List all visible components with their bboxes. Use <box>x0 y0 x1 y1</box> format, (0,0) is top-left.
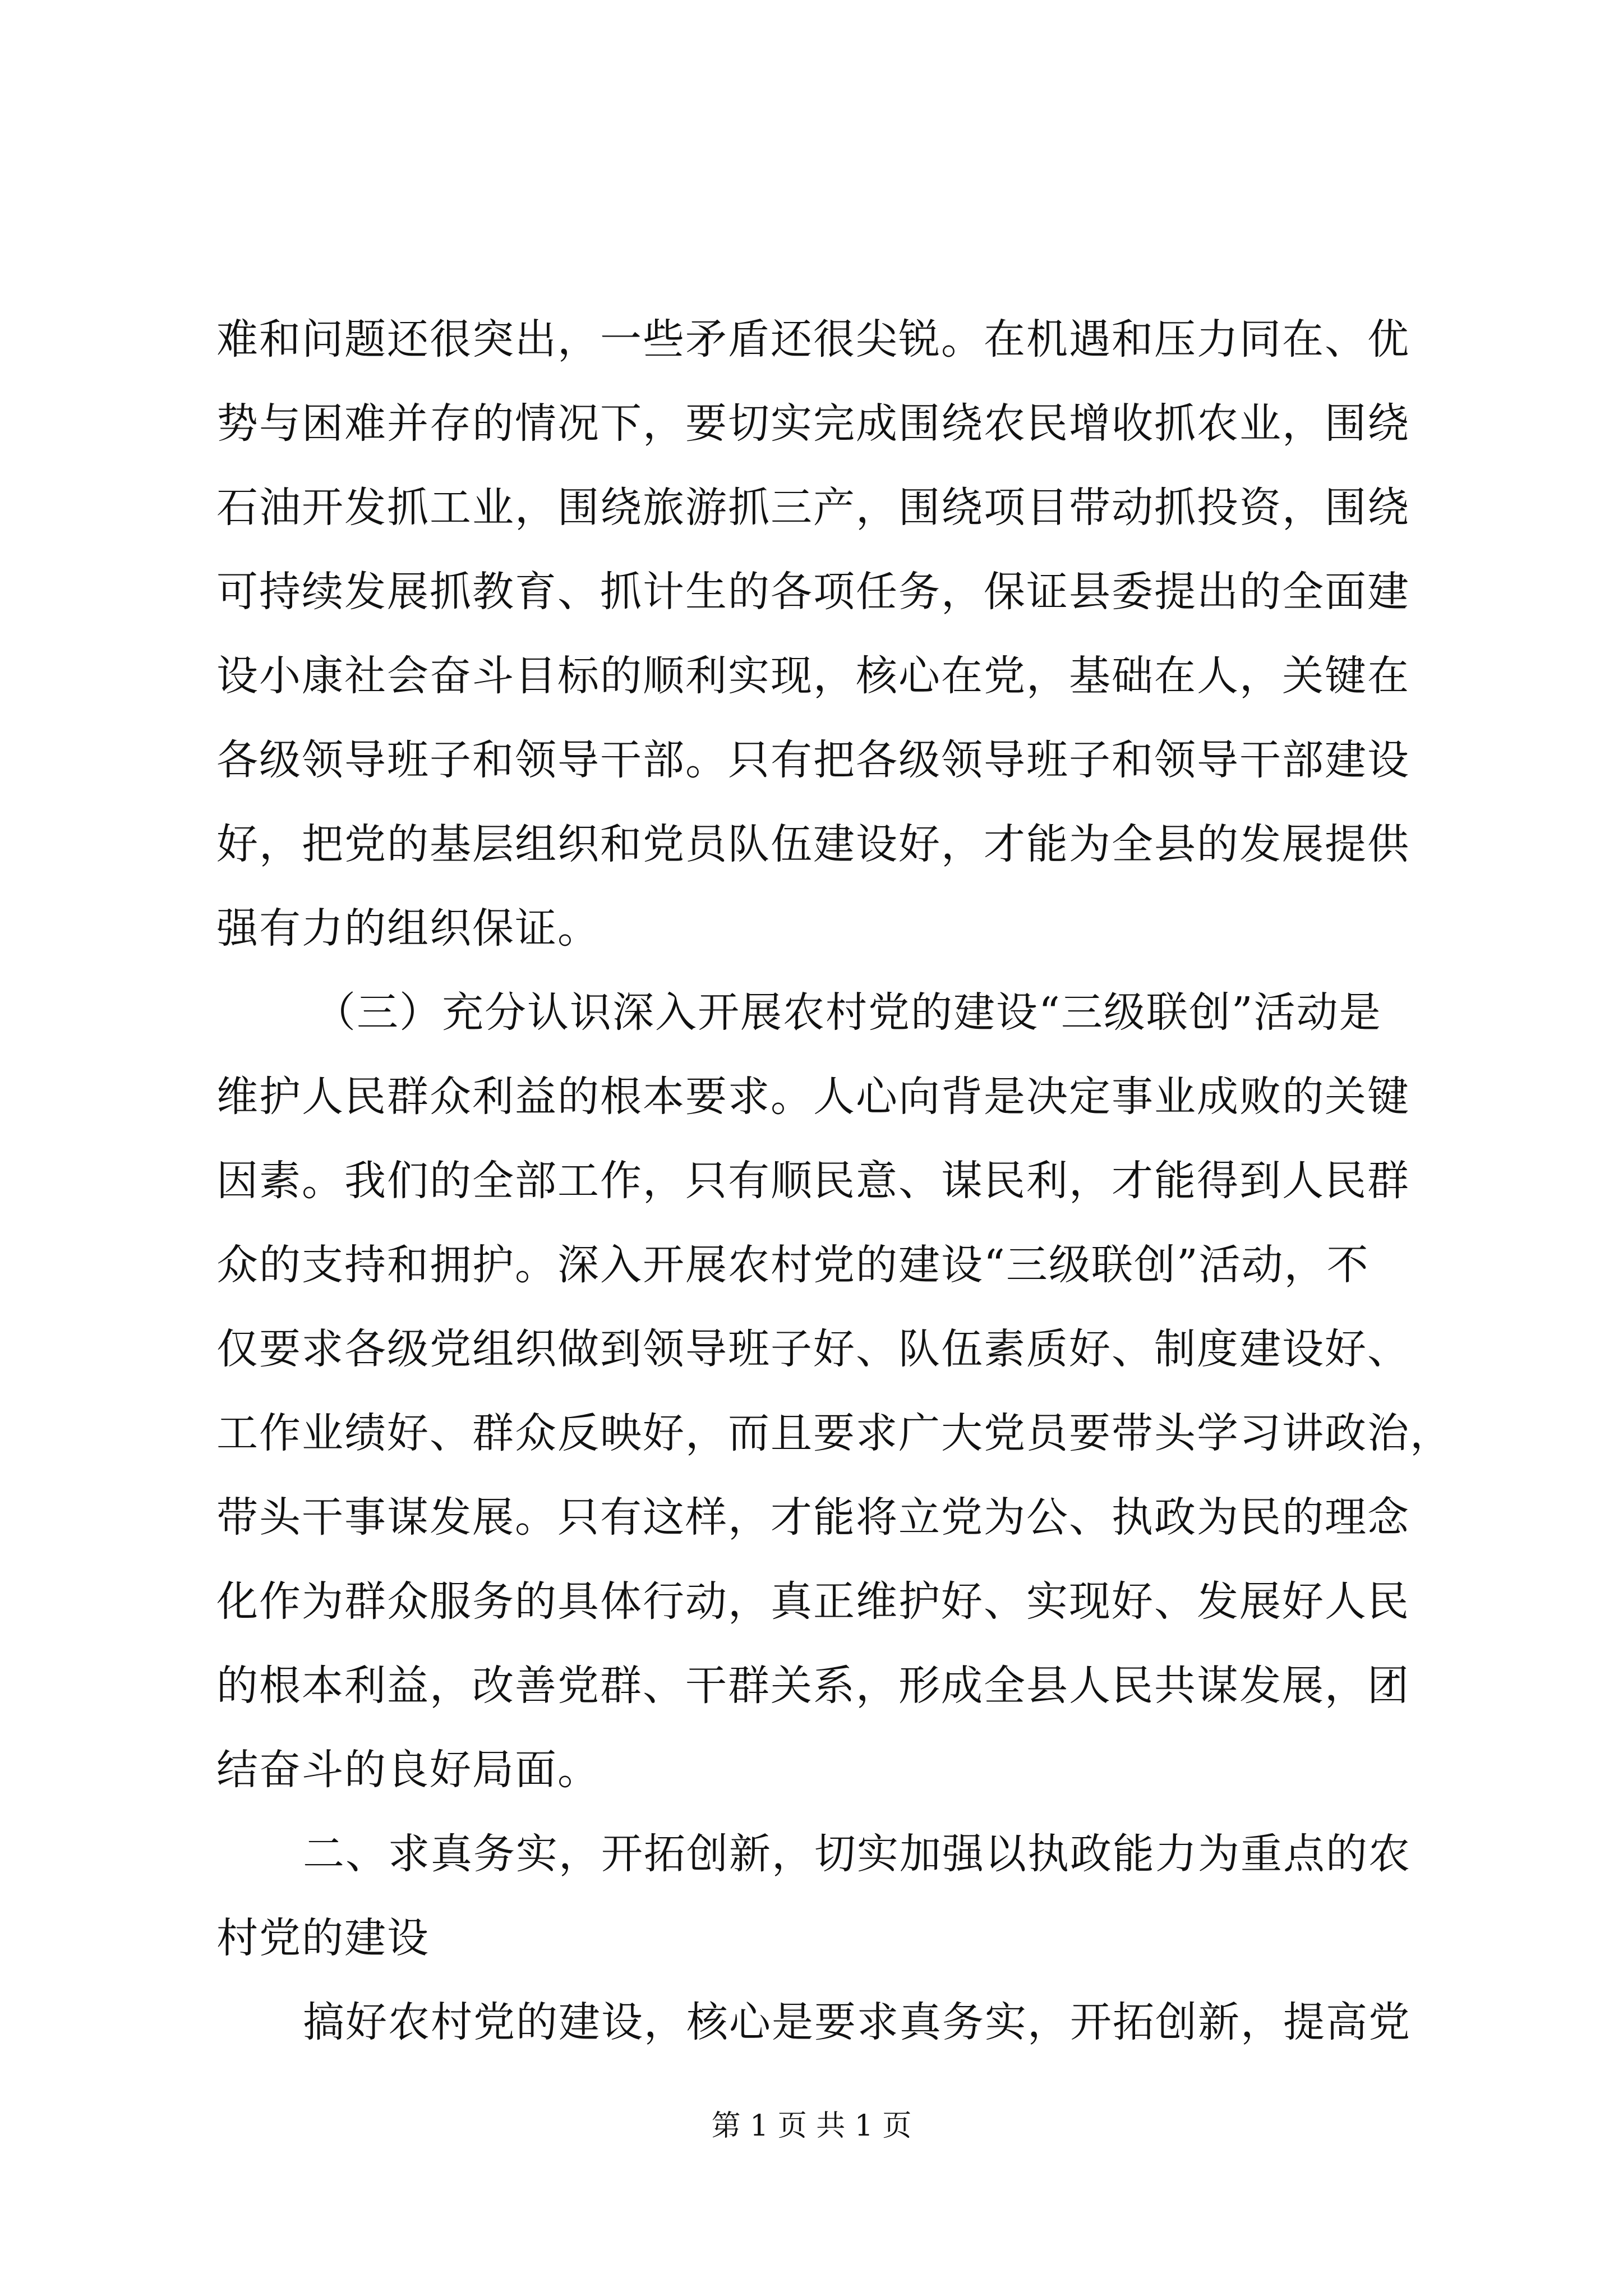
paragraph-line: 好，把党的基层组织和党员队伍建设好，才能为全县的发展提供 <box>216 820 1410 868</box>
paragraph-line: 难和问题还很突出，一些矛盾还很尖锐。在机遇和压力同在、优 <box>216 315 1410 364</box>
paragraph-line: 的根本利益，改善党群、干群关系，形成全县人民共谋发展，团 <box>216 1662 1410 1710</box>
paragraph-line: 可持续发展抓教育、抓计生的各项任务，保证县委提出的全面建 <box>216 568 1410 616</box>
paragraph-line: 势与困难并存的情况下，要切实完成围绕农民增收抓农业，围绕 <box>216 399 1410 448</box>
paragraph-line: 因素。我们的全部工作，只有顺民意、谋民利，才能得到人民群 <box>216 1157 1410 1205</box>
section-heading-line: （三）充分认识深入开展农村党的建设“三级联创”活动是 <box>314 988 1382 1037</box>
page-number-footer: 第 1 页 共 1 页 <box>711 2109 912 2143</box>
paragraph-line: 石油开发抓工业，围绕旅游抓三产，围绕项目带动抓投资，围绕 <box>216 484 1410 532</box>
paragraph-line: 强有力的组织保证。 <box>216 904 600 953</box>
section-heading-line: 二、求真务实，开拓创新，切实加强以执政能力为重点的农 <box>303 1830 1411 1878</box>
paragraph-line: 化作为群众服务的具体行动，真正维护好、实现好、发展好人民 <box>216 1577 1410 1626</box>
paragraph-line: 结奋斗的良好局面。 <box>216 1746 600 1794</box>
paragraph-line: 维护人民群众利益的根本要求。人心向背是决定事业成败的关键 <box>216 1073 1410 1121</box>
paragraph-line: 带头干事谋发展。只有这样，才能将立党为公、执政为民的理念 <box>216 1493 1410 1542</box>
paragraph-line: 设小康社会奋斗目标的顺利实现，核心在党，基础在人，关键在 <box>216 652 1410 700</box>
section-heading-line: 村党的建设 <box>216 1914 430 1962</box>
paragraph-line: 仅要求各级党组织做到领导班子好、队伍素质好、制度建设好、 <box>216 1325 1410 1373</box>
paragraph-line: 众的支持和拥护。深入开展农村党的建设“三级联创”活动，不 <box>216 1241 1370 1289</box>
paragraph-line: 工作业绩好、群众反映好，而且要求广大党员要带头学习讲政治， <box>216 1409 1453 1457</box>
paragraph-line: 搞好农村党的建设，核心是要求真务实，开拓创新，提高党 <box>303 1998 1411 2046</box>
paragraph-line: 各级领导班子和领导干部。只有把各级领导班子和领导干部建设 <box>216 736 1410 784</box>
